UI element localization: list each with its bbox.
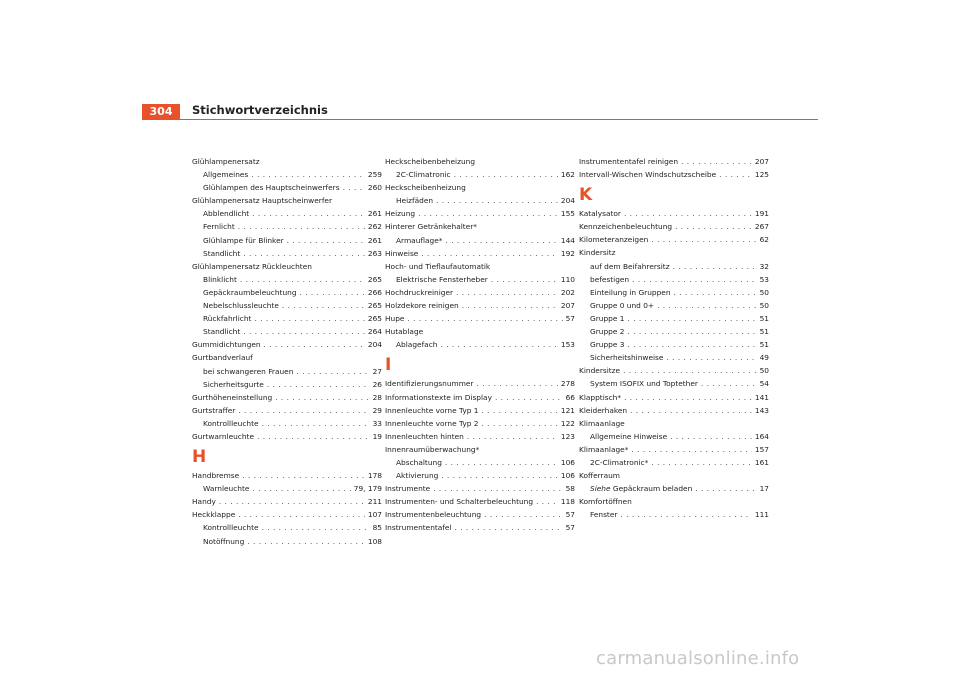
index-subentry xyxy=(192,417,382,430)
index-subentry xyxy=(192,220,382,233)
entry-label: Hupe xyxy=(385,314,405,324)
index-entry xyxy=(385,521,575,534)
entry-label: Rückfahrlicht xyxy=(203,314,252,324)
page-reference: 204 xyxy=(560,196,575,206)
entry-label: Innenleuchten hinten xyxy=(385,431,464,441)
page-reference: 202 xyxy=(560,287,575,297)
page-reference: 125 xyxy=(754,170,769,180)
entry-label: Gummidichtungen xyxy=(192,340,261,350)
index-subentry xyxy=(192,312,382,325)
entry-label: Identifizierungsnummer xyxy=(385,379,474,389)
index-subentry xyxy=(192,286,382,299)
dot-leader xyxy=(674,286,757,299)
header-divider xyxy=(142,119,818,120)
dot-leader xyxy=(627,312,756,325)
entry-label: Kennzeichenbeleuchtung xyxy=(579,222,673,232)
index-entry xyxy=(192,404,382,417)
page-reference: 57 xyxy=(565,314,575,324)
index-entry xyxy=(579,404,769,417)
page-reference: 33 xyxy=(372,418,382,428)
index-heading: Hinterer Getränkehalter* xyxy=(385,222,477,232)
entry-label: Standlicht xyxy=(203,248,241,258)
dot-leader xyxy=(252,482,350,495)
dot-leader xyxy=(247,535,365,548)
dot-leader xyxy=(620,508,751,521)
index-subentry xyxy=(579,456,769,469)
entry-label: Elektrische Fensterheber xyxy=(396,274,488,284)
entry-label: auf dem Beifahrersitz xyxy=(590,261,670,271)
index-subentry xyxy=(579,508,769,521)
page-reference: 50 xyxy=(759,287,769,297)
page-reference: 28 xyxy=(372,392,382,402)
index-subentry xyxy=(192,325,382,338)
dot-leader xyxy=(243,247,365,260)
index-subentry xyxy=(192,234,382,247)
index-entry xyxy=(579,207,769,220)
dot-leader xyxy=(455,521,563,534)
index-entry xyxy=(385,495,575,508)
dot-leader xyxy=(238,404,369,417)
dot-leader xyxy=(484,508,562,521)
entry-label: Innenleuchte vorne Typ 2 xyxy=(385,418,479,428)
entry-label: Hochdruckreiniger xyxy=(385,287,454,297)
index-entry xyxy=(579,443,769,456)
page-reference: 106 xyxy=(560,457,575,467)
index-subentry xyxy=(385,338,575,351)
page-reference: 178 xyxy=(367,471,382,481)
page-reference: 157 xyxy=(754,444,769,454)
page-reference: 153 xyxy=(560,340,575,350)
page-reference: 278 xyxy=(560,379,575,389)
index-entry xyxy=(192,338,382,351)
dot-leader xyxy=(251,168,365,181)
dot-leader xyxy=(418,207,558,220)
dot-leader xyxy=(252,207,365,220)
entry-label: Gurtwarnleuchte xyxy=(192,431,254,441)
dot-leader xyxy=(275,391,369,404)
index-subentry xyxy=(579,325,769,338)
page-reference: 265 xyxy=(367,301,382,311)
entry-label: Ablagefach xyxy=(396,340,438,350)
index-subentry xyxy=(579,430,769,443)
dot-leader xyxy=(631,443,751,456)
entry-label: Sicherheitshinweise xyxy=(590,353,664,363)
index-heading: Hutablage xyxy=(385,327,424,337)
index-entry xyxy=(385,404,575,417)
page-reference: 204 xyxy=(367,340,382,350)
index-subentry xyxy=(579,338,769,351)
page-reference: 164 xyxy=(754,431,769,441)
index-heading: Klimaanlage xyxy=(579,418,625,428)
index-heading: Heckscheibenheizung xyxy=(385,183,466,193)
page-reference: 121 xyxy=(560,405,575,415)
entry-label: Informationstexte im Display xyxy=(385,392,492,402)
page-reference: 141 xyxy=(754,392,769,402)
entry-label: Gepäckraumbeleuchtung xyxy=(203,287,297,297)
page-reference: 265 xyxy=(367,274,382,284)
page-reference: 54 xyxy=(759,379,769,389)
dot-leader xyxy=(445,456,558,469)
dot-leader xyxy=(454,168,558,181)
dot-leader xyxy=(238,508,365,521)
index-heading: Heckscheibenbeheizung xyxy=(385,157,476,166)
entry-label: Allgemeine Hinweise xyxy=(590,431,668,441)
index-entry xyxy=(385,312,575,325)
index-subentry xyxy=(579,273,769,286)
page-reference: 259 xyxy=(367,170,382,180)
entry-label: Gurthöheneinstellung xyxy=(192,392,273,402)
page-reference: 27 xyxy=(372,366,382,376)
page-reference: 66 xyxy=(565,392,575,402)
entry-label: Innenleuchte vorne Typ 1 xyxy=(385,405,479,415)
page-reference: 29 xyxy=(372,405,382,415)
dot-leader xyxy=(701,377,757,390)
entry-label: Fernlicht xyxy=(203,222,235,232)
entry-label: Heizung xyxy=(385,209,416,219)
entry-label: Klapptisch* xyxy=(579,392,622,402)
page-reference: 85 xyxy=(372,523,382,533)
page-reference: 49 xyxy=(759,353,769,363)
index-entry xyxy=(385,482,575,495)
entry-label: Blinklicht xyxy=(203,274,237,284)
entry-label: Sicherheitsgurte xyxy=(203,379,264,389)
entry-label: 2C-Climatronic* xyxy=(590,457,649,467)
entry-label: Heizfäden xyxy=(396,196,434,206)
dot-leader xyxy=(624,207,752,220)
entry-label: Klimaanlage* xyxy=(579,444,629,454)
dot-leader xyxy=(238,220,365,233)
entry-label: Kontrollleuchte xyxy=(203,418,259,428)
index-subentry xyxy=(192,207,382,220)
entry-label: Kleiderhaken xyxy=(579,405,628,415)
page-reference: 53 xyxy=(759,274,769,284)
dot-leader xyxy=(657,299,757,312)
entry-label: Hinweise xyxy=(385,248,419,258)
page-reference: 144 xyxy=(560,235,575,245)
dot-leader xyxy=(651,233,756,246)
section-letter: K xyxy=(579,185,593,206)
dot-leader xyxy=(666,351,756,364)
entry-label: Gruppe 3 xyxy=(590,340,625,350)
dot-leader xyxy=(467,430,558,443)
page-reference: 261 xyxy=(367,209,382,219)
index-heading: Innenraumüberwachung* xyxy=(385,444,480,454)
page-reference: 211 xyxy=(367,497,382,507)
page-reference: 50 xyxy=(759,366,769,376)
page-reference: 51 xyxy=(759,340,769,350)
page-reference: 51 xyxy=(759,313,769,323)
entry-label: Glühlampen des Hauptscheinwerfers xyxy=(203,183,340,193)
index-subentry xyxy=(579,482,769,495)
entry-label: bei schwangeren Frauen xyxy=(203,366,294,376)
entry-label: Standlicht xyxy=(203,327,241,337)
dot-leader xyxy=(481,417,557,430)
page-title: Stichwortverzeichnis xyxy=(192,103,328,117)
index-subentry xyxy=(192,521,382,534)
page-reference: 266 xyxy=(367,287,382,297)
entry-label: Gruppe 1 xyxy=(590,313,625,323)
entry-label: Instrumentenbeleuchtung xyxy=(385,510,482,520)
page-reference: 207 xyxy=(754,157,769,166)
page-reference: 106 xyxy=(560,471,575,481)
entry-label: Instrumententafel reinigen xyxy=(579,157,679,166)
entry-label: Gruppe 2 xyxy=(590,327,625,337)
dot-leader xyxy=(456,286,558,299)
index-subentry xyxy=(385,469,575,482)
index-entry xyxy=(579,155,769,168)
index-heading: Glühlampenersatz Hauptscheinwerfer xyxy=(192,196,333,206)
index-entry xyxy=(579,391,769,404)
index-subentry xyxy=(385,234,575,247)
index-subentry xyxy=(579,260,769,273)
entry-label: Einteilung in Gruppen xyxy=(590,287,671,297)
entry-label: Kindersitze xyxy=(579,366,621,376)
index-subentry xyxy=(579,312,769,325)
page-reference: 265 xyxy=(367,314,382,324)
dot-leader xyxy=(627,338,756,351)
index-heading: Glühlampenersatz Rückleuchten xyxy=(192,261,312,271)
page-reference: 192 xyxy=(560,248,575,258)
dot-leader xyxy=(441,469,558,482)
page-reference: 264 xyxy=(367,327,382,337)
entry-label: Kontrollleuchte xyxy=(203,523,259,533)
entry-label: Katalysator xyxy=(579,209,621,219)
page-reference: 260 xyxy=(367,183,382,193)
see-reference: Siehe xyxy=(590,484,611,494)
page-reference: 267 xyxy=(754,222,769,232)
page-reference: 108 xyxy=(367,536,382,546)
page-reference: 118 xyxy=(560,497,575,507)
index-entry xyxy=(192,430,382,443)
page-reference: 17 xyxy=(759,484,769,494)
page-reference: 51 xyxy=(759,327,769,337)
dot-leader xyxy=(670,430,752,443)
entry-label: Aktivierung xyxy=(396,471,439,481)
index-subentry xyxy=(385,168,575,181)
entry-label: Abblendlicht xyxy=(203,209,250,219)
index-heading: Komfortöffnen xyxy=(579,497,632,507)
dot-leader xyxy=(536,495,558,508)
dot-leader xyxy=(477,377,558,390)
dot-leader xyxy=(262,417,370,430)
page-reference: 107 xyxy=(367,510,382,520)
dot-leader xyxy=(630,404,752,417)
page-reference: 122 xyxy=(560,418,575,428)
dot-leader xyxy=(219,495,365,508)
page-reference: 26 xyxy=(372,379,382,389)
dot-leader xyxy=(491,273,558,286)
dot-leader xyxy=(436,194,558,207)
dot-leader xyxy=(433,482,562,495)
dot-leader xyxy=(282,299,365,312)
index-subentry xyxy=(385,456,575,469)
index-subentry xyxy=(192,247,382,260)
index-heading: Hoch- und Tieflaufautomatik xyxy=(385,261,491,271)
index-subentry xyxy=(579,351,769,364)
index-entry xyxy=(192,469,382,482)
entry-label: Instrumententafel xyxy=(385,523,452,533)
entry-label: Armauflage* xyxy=(396,235,443,245)
dot-leader xyxy=(296,365,369,378)
page-reference: 155 xyxy=(560,209,575,219)
page-reference: 123 xyxy=(560,431,575,441)
index-subentry xyxy=(579,377,769,390)
dot-leader xyxy=(623,364,757,377)
dot-leader xyxy=(651,456,752,469)
dot-leader xyxy=(440,338,557,351)
section-letter: H xyxy=(192,447,207,468)
dot-leader xyxy=(624,391,752,404)
index-subentry xyxy=(385,273,575,286)
index-entry xyxy=(385,417,575,430)
index-column-1 xyxy=(192,155,382,548)
page-reference: 162 xyxy=(560,170,575,180)
entry-label: Intervall-Wischen Windschutzscheibe xyxy=(579,170,717,180)
entry-label: Siehe Gepäckraum beladen xyxy=(590,484,693,494)
index-entry xyxy=(579,168,769,181)
dot-leader xyxy=(632,273,756,286)
index-entry xyxy=(385,508,575,521)
index-subentry xyxy=(192,535,382,548)
index-heading: Kindersitz xyxy=(579,248,616,258)
index-subentry xyxy=(579,299,769,312)
entry-label: Warnleuchte xyxy=(203,484,250,494)
index-subentry xyxy=(385,194,575,207)
dot-leader xyxy=(287,234,365,247)
index-subentry xyxy=(192,168,382,181)
entry-label: Holzdekore reinigen xyxy=(385,301,459,311)
page-reference: 58 xyxy=(565,484,575,494)
dot-leader xyxy=(300,286,365,299)
dot-leader xyxy=(240,273,365,286)
watermark-text: carmanualsonline.info xyxy=(596,648,800,669)
index-entry xyxy=(579,364,769,377)
dot-leader xyxy=(719,168,752,181)
page-reference: 161 xyxy=(754,457,769,467)
index-entry xyxy=(192,391,382,404)
entry-label: Notöffnung xyxy=(203,536,245,546)
dot-leader xyxy=(421,247,558,260)
index-entry xyxy=(385,430,575,443)
entry-label: Abschaltung xyxy=(396,457,442,467)
dot-leader xyxy=(343,181,365,194)
dot-leader xyxy=(407,312,562,325)
index-heading: Glühlampenersatz xyxy=(192,157,260,166)
dot-leader xyxy=(243,325,365,338)
index-column-2 xyxy=(385,155,575,535)
entry-label: Gurtstraffer xyxy=(192,405,236,415)
index-subentry xyxy=(192,482,382,495)
dot-leader xyxy=(627,325,756,338)
page-reference: 111 xyxy=(754,510,769,520)
dot-leader xyxy=(267,378,370,391)
index-entry xyxy=(385,207,575,220)
dot-leader xyxy=(673,260,757,273)
index-entry xyxy=(579,233,769,246)
index-entry xyxy=(385,286,575,299)
index-subentry xyxy=(192,299,382,312)
index-subentry xyxy=(579,286,769,299)
dot-leader xyxy=(264,338,365,351)
index-entry xyxy=(385,299,575,312)
section-letter: I xyxy=(385,355,392,376)
page-reference: 62 xyxy=(759,235,769,245)
index-entry xyxy=(385,247,575,260)
page-reference: 57 xyxy=(565,510,575,520)
dot-leader xyxy=(495,391,563,404)
entry-label: Glühlampe für Blinker xyxy=(203,235,284,245)
entry-label: Handbremse xyxy=(192,471,240,481)
index-entry xyxy=(192,508,382,521)
page-reference: 19 xyxy=(372,431,382,441)
index-entry xyxy=(385,377,575,390)
index-subentry xyxy=(192,181,382,194)
entry-label: 2C-Climatronic xyxy=(396,170,451,180)
entry-label: Gruppe 0 und 0+ xyxy=(590,300,655,310)
entry-label: Instrumenten- und Schalterbeleuchtung xyxy=(385,497,534,507)
entry-label: Allgemeines xyxy=(203,170,249,180)
dot-leader xyxy=(262,521,370,534)
entry-label: Heckklappe xyxy=(192,510,236,520)
index-column-3 xyxy=(579,155,769,521)
index-subentry xyxy=(192,273,382,286)
page-number: 304 xyxy=(142,104,180,119)
entry-label: Instrumente xyxy=(385,484,431,494)
entry-label: Nebelschlussleuchte xyxy=(203,301,279,311)
dot-leader xyxy=(242,469,365,482)
dot-leader xyxy=(675,220,752,233)
index-entry xyxy=(192,495,382,508)
index-subentry xyxy=(192,365,382,378)
dot-leader xyxy=(462,299,558,312)
index-entry xyxy=(385,391,575,404)
dot-leader xyxy=(481,404,557,417)
page-reference: 207 xyxy=(560,301,575,311)
index-heading: Gurtbandverlauf xyxy=(192,353,253,363)
page-reference: 191 xyxy=(754,209,769,219)
entry-label: Handy xyxy=(192,497,216,507)
page-reference: 50 xyxy=(759,300,769,310)
page-reference: 32 xyxy=(759,261,769,271)
page-reference: 262 xyxy=(367,222,382,232)
index-entry xyxy=(579,220,769,233)
entry-label: System ISOFIX und Toptether xyxy=(590,379,698,389)
page-reference: 110 xyxy=(560,274,575,284)
index-heading: Kofferraum xyxy=(579,471,620,481)
entry-label: befestigen xyxy=(590,274,630,284)
entry-label: Kilometeranzeigen xyxy=(579,235,649,245)
entry-label: Fenster xyxy=(590,510,618,520)
page-reference: 261 xyxy=(367,235,382,245)
dot-leader xyxy=(681,155,752,168)
page-reference: 57 xyxy=(565,523,575,533)
dot-leader xyxy=(695,482,756,495)
page-reference: 79, 179 xyxy=(353,484,382,494)
page-reference: 263 xyxy=(367,248,382,258)
dot-leader xyxy=(257,430,370,443)
page-reference: 143 xyxy=(754,405,769,415)
dot-leader xyxy=(446,234,558,247)
dot-leader xyxy=(254,312,364,325)
index-subentry xyxy=(192,378,382,391)
